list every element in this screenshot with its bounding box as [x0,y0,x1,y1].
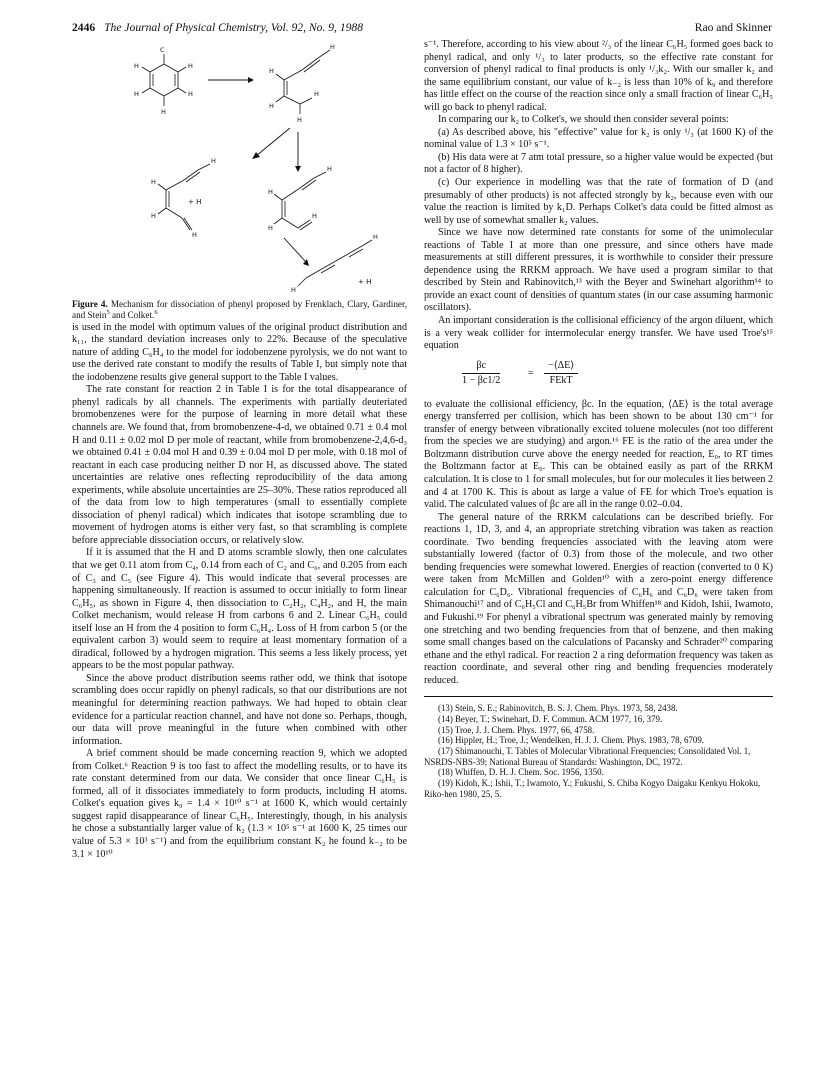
equation-lhs [462,360,500,388]
figure-caption [72,299,407,322]
svg-text:H: H [297,116,302,124]
svg-text:H: H [291,286,296,294]
paragraph: An important consideration is the collisional efficiency of the argon diluent, which is a very weak collider for intermolecular energy transfer. We have used Troe's¹⁵ equation [424,315,773,352]
mechanism-diagram [72,40,407,295]
svg-text:H: H [312,212,317,220]
paragraph: Since the above product distribution seems rather odd, we think that isotope scrambling does occur rapidly on phenyl radicals, so that our distributions are not meaningful for determining reaction pathways. We had hoped to obtain clear evidence for a particular reaction channel, and have not done so. Perhaps, though, our data will prove meaningful in the future when combined with other information. [72,672,407,747]
svg-text:H: H [269,67,274,75]
svg-text:H: H [268,188,273,196]
page-number: 2446 [72,21,96,34]
reference-16: (16) Hippler, H.; Troe, J.; Wendelken, H. J. J. Chem. Phys. 1983, 78, 6709. [438,735,704,746]
left-column [72,40,407,861]
svg-text:H: H [188,62,193,70]
reference-18: (18) Whiffen, D. H. J. Chem. Soc. 1956, 1350. [438,767,604,778]
equation-rhs-numerator: −⟨ΔE⟩ [544,360,578,375]
figure-caption-text: Mechanism for dissociation of phenyl proposed by Frenklach, Clary, Gardiner, and Stein [72,299,407,321]
svg-text:H: H [192,231,197,239]
svg-text:H: H [330,43,335,51]
journal-citation: The Journal of Physical Chemistry, Vol. 92, No. 9, 1988 [104,21,364,34]
reference-13: (13) Stein, S. E.; Rabinovitch, B. S. J. Chem. Phys. 1973, 58, 2438. [438,703,678,714]
reference-19: (19) Kidoh, K.; Ishii, T.; Iwamoto, Y.; Fukushi, S. Chiba Kogyo Daigaku Kenkyu Hokoku, Riko-hen 1980, 25, 5. [424,778,761,799]
svg-text:H: H [151,178,156,186]
svg-text:H: H [134,90,139,98]
svg-text:H: H [314,90,319,98]
svg-text:H: H [327,165,332,173]
reference-15: (15) Troe, J. J. Chem. Phys. 1977, 66, 4758. [438,724,595,735]
figure-label: Figure 4. [72,299,108,309]
point-c: (c) Our experience in modelling was that the rate of formation of D (and presumably of other products) is not affected strongly by k₂, because even with our value the reaction is limited by k₁D. Perhaps Colket's data could be fitted almost as well by use of somewhat smaller k₂ values. [424,177,773,226]
reference-14: (14) Beyer, T.; Swinehart, D. F. Commun. ACM 1977, 16, 379. [438,713,663,724]
svg-text:+ H: + H [358,278,372,286]
svg-text:H: H [211,157,216,165]
equation-lhs-denominator: 1 − βc1/2 [462,375,501,387]
paragraph: A brief comment should be made concerning reaction 9, which we adopted from Colket.⁶ Reaction 9 is too fast to affect the modelling results, or to have its rate constant determined from our data. We consider that once linear C₆H₅ is formed, all of it dissociates immediately to form products, including H atoms. Colket's equation gives k₉ = 1.4 × 10¹⁰ s⁻¹ at 1600 K, which would certainly suggest rapid disappearance of linear C₆H₅. Interestingly, though, in his analysis he chose a substantially larger value of k₂ (1.3 × 10⁵ s⁻¹ at 1600 K, 25 times our value of 5.3 × 10³ s⁻¹) and from the equilibrium constant K₂ he found k₋₂ to be 3.1 × 10¹⁰ [72,748,407,860]
paragraph: Since we have now determined rate constants for some of the unimolecular reactions of Table I at more than one pressure, and since others have made measurements at still different pressures, it is worthwhile to consider their pressure dependence using the RRKM approach. We have used a program similar to that described by Stein and Rabinovitch,¹³ with the Beyer and Swinehart algorithm¹⁴ to provide an exact count of densities of quantum states (in our case assuming harmonic oscillators). [424,227,773,314]
svg-text:H: H [269,102,274,110]
equation-equals: = [528,367,534,379]
equation-rhs-denominator: FEkT [549,375,573,387]
phenyl-radical-structure [142,54,186,106]
paragraph: to evaluate the collisional efficiency, βc. In the equation, ⟨ΔE⟩ is the total average energy transferred per collision, which has been shown to be about 130 cm⁻¹ for transfer of energy between vibrationally excited toluene molecules (not too different from the species we are studying) and argon.¹⁶ FE is the ratio of the area under the Boltzmann distribution curve above the energy needed for reaction, E₀, to RT times the Boltzmann factor at E₀. This can be obtained easily as part of the RRKM calculation. It is close to 1 for small molecules, but for our molecules it lies between 2 and 4 at 1700 K. This is about as large a value of FE for which Troe's equation is valid. The calculated values of βc are all in the range 0.02–0.04. [424,398,773,511]
paragraph: In comparing our k₂ to Colket's, we should then consider several points: [438,114,729,126]
caption-tail: and Colket. [109,310,155,321]
svg-text:H: H [373,233,378,241]
svg-text:H: H [188,90,193,98]
troe-equation [424,358,773,394]
svg-text:C: C [160,46,165,54]
svg-text:H: H [161,108,166,116]
paragraph: The rate constant for reaction 2 in Table I is for the total disappearance of phenyl radicals by all channels. The experiments with partially deuteriated bromobenzenes were for the purpose of learning in more detail what these channels are. We found that, from bromobenzene-4-d, we obtained 0.71 ± 0.4 mol H and 0.11 ± 0.02 mol D per mole of reactant, while from bromobenzene-2,4,6-d₃ we obtained 0.41 ± 0.04 mol H and 0.39 ± 0.04 mol D per mole, with 0.18 mol of reactant in each case producing neither D nor H, as discussed above. The stated uncertainties are relative ones reflecting reproducibility of the data among experiments, while absolute uncertainties are 25–30%. These ratios reproduced all of the data from low to high temperatures (small to essentially complete dissociation of phenyl radical) which indicates that isotope scrambling due to movement of hydrogen atoms is either very fast, so that scrambling is complete before appreciable dissociation occurs, or relatively slow. [72,384,407,546]
equation-rhs [544,360,578,388]
equation-lhs-numerator: βc [462,360,500,375]
references [424,696,773,799]
right-column [424,39,773,800]
point-a: (a) As described above, his "effective" value for k₂ is only ¹/₃ (at 1600 K) of the nominal value of 1.3 × 10⁵ s⁻¹. [424,126,773,151]
point-b: (b) His data were at 7 atm total pressure, so a higher value would be expected (but not a factor of 8 higher). [424,151,773,176]
caption-ref-5: 5 [106,309,110,317]
page-header [72,20,772,36]
caption-ref-6: 6 [154,309,158,317]
paragraph: s⁻¹. Therefore, according to his view about ²/₃ of the linear C₆H₅ formed goes back to phenyl radical, and only ¹/₃ to later products, so the effective rate constant for conversion of phenyl radical to final products is only ¹/₃k₂. With our smaller k₂ and the same equilibrium constant, our value of k₋₂ is less than 10% of k₉ and therefore has little effect on the course of the reaction since only a small fraction of linear C₆H₅ will go back to phenyl radical. [424,39,773,113]
svg-text:H: H [151,212,156,220]
reference-17: (17) Shimanouchi, T. Tables of Molecular Vibrational Frequencies; Consolidated Vol. 1, NSRDS-NBS-39; National Bureau of Standards: Washington, DC, 1972. [424,746,751,767]
plus-h-label: + H [188,198,202,206]
mechanism-figure [72,40,407,295]
paragraph: If it is assumed that the H and D atoms scramble slowly, then one calculates that we get 0.11 atom from C₄, 0.14 from each of C₂ and C₆, and 0.205 from each of C₃ and C₅ (see Figure 4). This would indicate that several processes are happening simultaneously. If reaction is assumed to occur initially to form linear C₆H₅, as shown in Figure 4, then dissociation to C₂H₂, C₄H₂, and H, the main Colket mechanism, would release H from carbons 6 and 2. Linear C₆H₅ could itself lose an H from the 4 position to form C₆H₄. Loss of H from carbon 5 (or the equivalent carbon 3) would seem to require at least momentary formation of a diradical, followed by a hydrogen migration. This seems a less likely process, yet appears to be the most popular pathway. [72,547,407,672]
running-authors: Rao and Skinner [694,21,772,34]
paragraph: is used in the model with optimum values of the original product distribution and k₁₁, the standard deviation increases only to 22%. Because of the speculative nature of adding C₆H₄ to the model for iodobenzene pyrolysis, we do not want to use the derived rate constant to modify the results of Table I, but simply note that the iodobenzene results give general support to the Table I values. [72,321,407,383]
svg-text:H: H [268,224,273,232]
paragraph: The general nature of the RRKM calculations can be described briefly. For reactions 1, 1D, 3, and 4, an appropriate stretching vibration was taken as reaction coordinate. Two bending frequencies associated with the leaving atom were substantially lowered (factor of 0.3) from those of the molecule, and two other bending frequencies were somewhat lowered. Energies of reaction (converted to 0 K) were taken from McMillen and Golden¹⁰ with a zero-point energy difference calculation for C₆D₆. Vibrational frequencies of C₆H₆ and C₆D₆ were taken from Shimanouchi¹⁷ and of C₆H₅Cl and C₆H₅Br from Whiffen¹⁸ and Kidoh, Ishii, Iwamoto, and Fukushi.¹⁹ For phenyl a vibrational spectrum was generated mainly by removing one stretching and two bending frequencies from that of benzene, and then making some small changes based on the calculations of Pacansky and Schrader²⁰ comparing ethane and the ethyl radical. For reaction 2 a ring deformation frequency was taken as reaction coordinate, and several other ring and bending frequencies moderately reduced. [424,511,773,686]
svg-text:H: H [134,62,139,70]
